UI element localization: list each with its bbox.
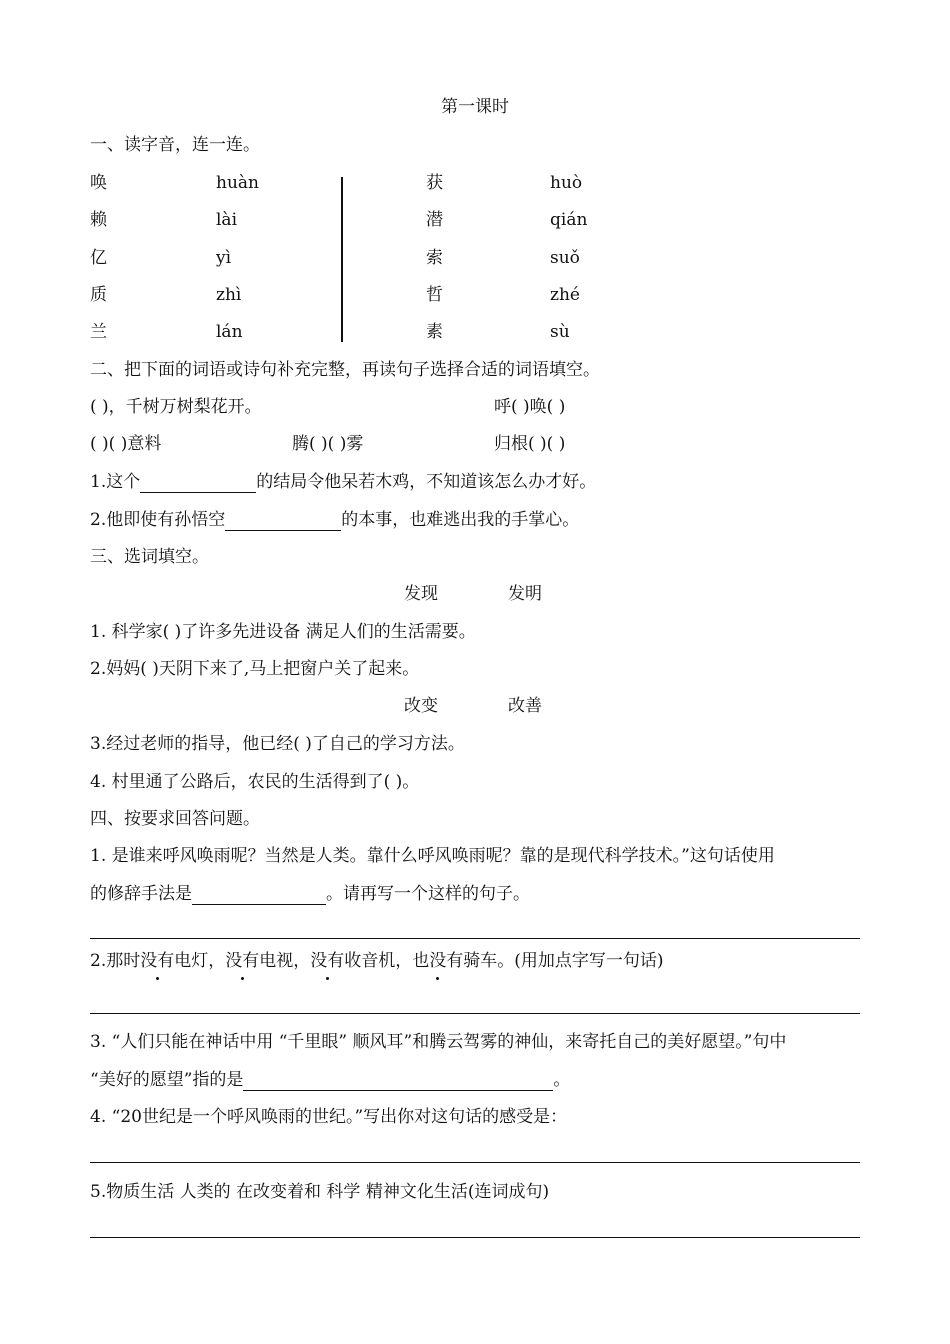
- page-title: 第一课时: [441, 97, 509, 117]
- section-4-question-4: 4. “20世纪是一个呼风唤雨的世纪。”写出你对这句话的感受是：: [90, 1107, 568, 1127]
- right-pinyin-4: zhé: [550, 285, 580, 305]
- poem-fill-line: ( )，千树万树梨花开。: [90, 397, 262, 417]
- right-pinyin-5: sù: [550, 322, 570, 342]
- right-char-5: 素: [426, 322, 443, 342]
- answer-line-3[interactable]: [90, 1162, 860, 1163]
- section-4-question-1-line-1: 1. 是谁来呼风唤雨呢？当然是人类。靠什么呼风唤雨呢？靠的是现代科学技术。”这句话使用: [90, 846, 775, 866]
- right-char-2: 潜: [426, 210, 443, 230]
- section-4-question-3-line-2: “美好的愿望”指的是 。: [90, 1070, 571, 1090]
- right-pinyin-3: suǒ: [550, 248, 580, 268]
- idiom-fill-huhuan: 呼( )唤( ): [494, 397, 566, 417]
- section-4-question-3-line-1: 3. “人们只能在神话中用 “千里眼” 顺风耳”和腾云驾雾的神仙，来寄托自己的美好愿望。”句中: [90, 1032, 787, 1052]
- section-1-heading: 一、读字音，连一连。: [90, 135, 260, 155]
- left-pinyin-3: yì: [216, 248, 232, 268]
- section-4-question-2: 2.那时没有电灯，没有电视，没有收音机，也没有骑车。(用加点字写一句话): [90, 951, 664, 971]
- left-char-1: 唤: [90, 173, 107, 193]
- left-pinyin-4: zhì: [216, 285, 242, 305]
- column-divider: [341, 177, 343, 342]
- section-2-question-1: 1.这个 的结局令他呆若木鸡，不知道该怎么办才好。: [90, 472, 597, 492]
- section-3-question-1: 1. 科学家( )了许多先进设备 满足人们的生活需要。: [90, 622, 476, 642]
- right-pinyin-2: qián: [550, 210, 588, 230]
- right-char-1: 获: [426, 173, 443, 193]
- section-4-heading: 四、按要求回答问题。: [90, 809, 260, 829]
- answer-blank[interactable]: [225, 512, 341, 531]
- left-char-3: 亿: [90, 248, 107, 268]
- section-3-question-4: 4. 村里通了公路后，农民的生活得到了( )。: [90, 772, 420, 792]
- idiom-fill-guigen: 归根( )( ): [494, 434, 566, 454]
- left-pinyin-1: huàn: [216, 173, 259, 193]
- left-pinyin-2: lài: [216, 210, 238, 230]
- answer-line-1[interactable]: [90, 938, 860, 939]
- answer-blank[interactable]: [243, 1072, 553, 1091]
- section-3-heading: 三、选词填空。: [90, 547, 209, 567]
- section-2-question-2: 2.他即使有孙悟空 的本事，也难逃出我的手掌心。: [90, 510, 580, 530]
- right-pinyin-1: huò: [550, 173, 583, 193]
- left-char-4: 质: [90, 285, 107, 305]
- word-choice-gaishan: 改善: [508, 696, 542, 716]
- answer-blank[interactable]: [192, 886, 326, 905]
- answer-blank[interactable]: [140, 474, 256, 493]
- word-choice-faming: 发明: [508, 584, 542, 604]
- answer-line-2[interactable]: [90, 1013, 860, 1014]
- section-4-question-5: 5.物质生活 人类的 在改变着和 科学 精神文化生活(连词成句): [90, 1182, 550, 1202]
- word-choice-gaibian: 改变: [404, 696, 438, 716]
- left-char-5: 兰: [90, 322, 107, 342]
- left-pinyin-5: lán: [216, 322, 243, 342]
- idiom-fill-teng: 腾( )( )雾: [292, 434, 364, 454]
- left-char-2: 赖: [90, 210, 107, 230]
- idiom-fill-yiliao: ( )( )意料: [90, 434, 162, 454]
- section-3-question-2: 2.妈妈( )天阴下来了,马上把窗户关了起来。: [90, 659, 420, 679]
- section-4-question-1-line-2: 的修辞手法是 。请再写一个这样的句子。: [90, 884, 530, 904]
- section-2-heading: 二、把下面的词语或诗句补充完整，再读句子选择合适的词语填空。: [90, 360, 600, 380]
- right-char-4: 哲: [426, 285, 443, 305]
- answer-line-4[interactable]: [90, 1237, 860, 1238]
- word-choice-faxian: 发现: [404, 584, 438, 604]
- right-char-3: 索: [426, 248, 443, 268]
- section-3-question-3: 3.经过老师的指导，他已经( )了自己的学习方法。: [90, 734, 465, 754]
